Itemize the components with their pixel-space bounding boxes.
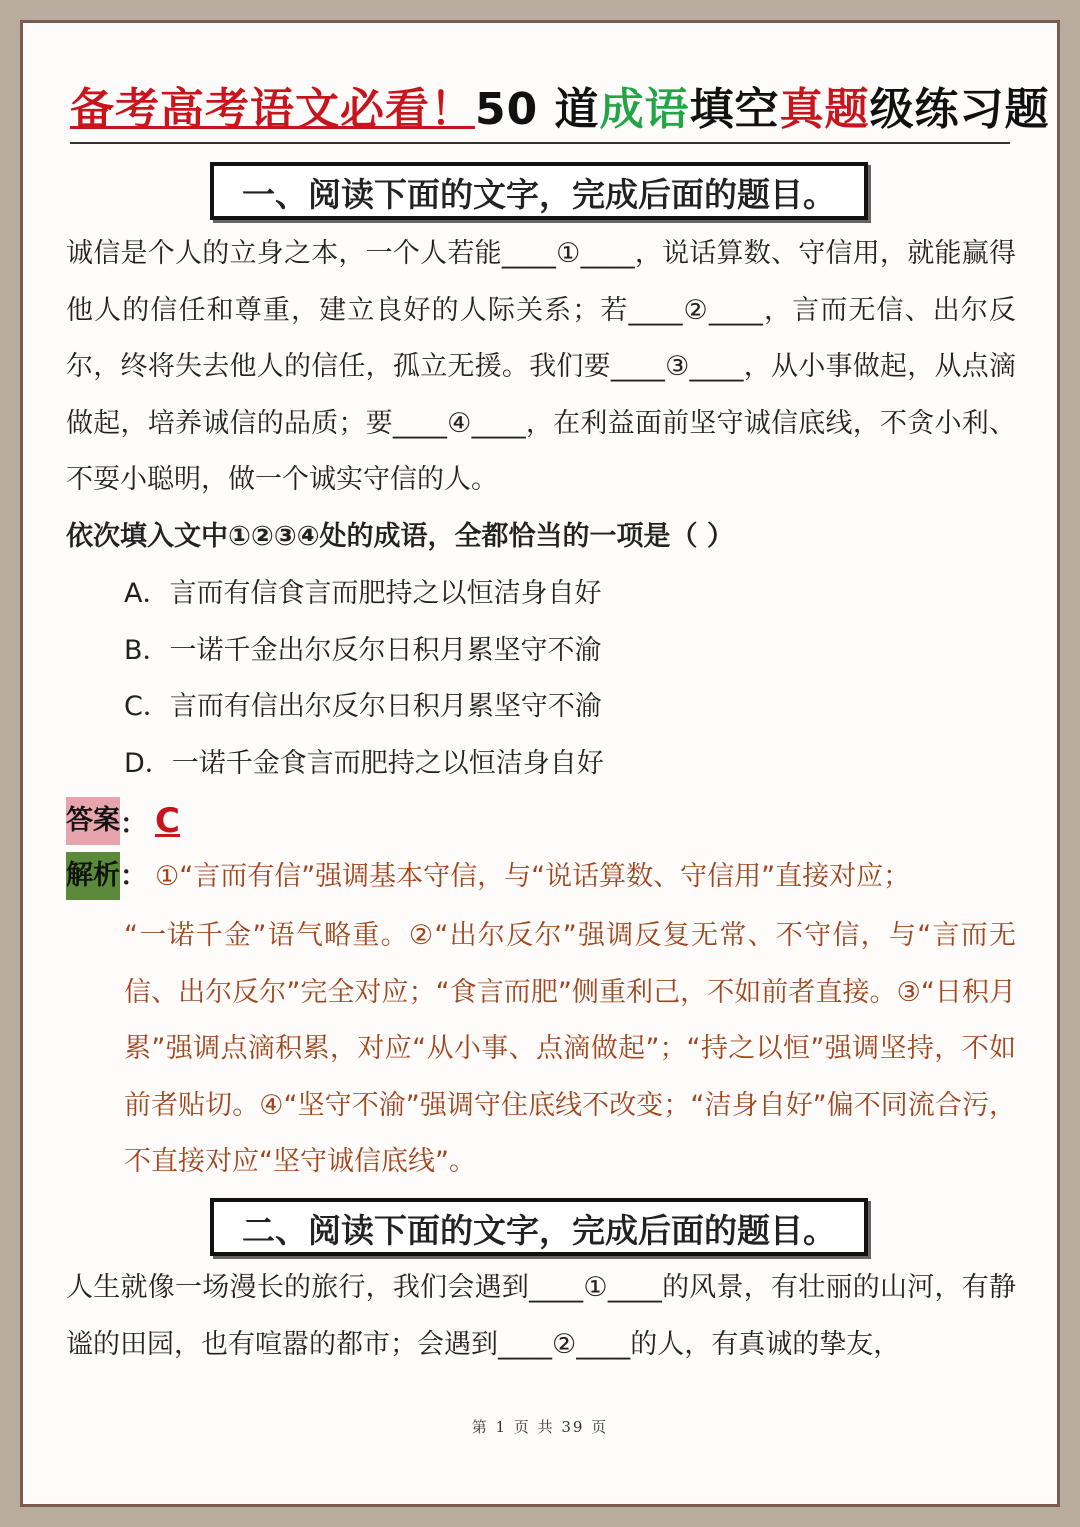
page-footer: 第 1 页 共 39 页 xyxy=(471,1418,609,1436)
analysis-label: 解析 xyxy=(66,852,120,900)
analysis-colon: ： xyxy=(120,861,147,892)
analysis-text: “一诺千金”语气略重。②“出尔反尔”强调反复无常、不守信，与“言而无信、出尔反尔”完全对应；“食言而肥”侧重利己，不如前者直接。③“日积月累”强调点滴积累，对应“从小事、点滴做起”；“持之以恒”强调坚持，不如前者贴切。④“坚守不渝”强调守住底线不改变；“洁身自好”偏不同流合污，不直接对应“坚守诚信底线”。 xyxy=(124,920,1016,1177)
answer-row xyxy=(66,796,180,846)
analysis-block xyxy=(66,852,1016,1177)
title-part-6: 级练习题 xyxy=(869,84,1050,135)
option-d: D．一诺千金食言而肥持之以恒洁身自好 xyxy=(124,747,604,779)
section-2-heading: 二、阅读下面的文字，完成后面的题目。 xyxy=(210,1198,868,1256)
answer-colon: ： xyxy=(120,808,147,840)
analysis-first-line: ①“言而有信”强调基本守信，与“说话算数、守信用”直接对应； xyxy=(155,861,911,892)
answer-value: C xyxy=(155,801,180,841)
section-1-question: 依次填入文中①②③④处的成语，全都恰当的一项是（ ） xyxy=(66,521,734,552)
option-a: A．言而有信食言而肥持之以恒洁身自好 xyxy=(124,578,602,609)
title-part-5: 真题 xyxy=(779,84,870,135)
title-part-4: 填空 xyxy=(689,84,780,135)
section-1-heading: 一、阅读下面的文字，完成后面的题目。 xyxy=(210,162,868,220)
title-part-1: 备考高考语文必看！ xyxy=(70,84,475,135)
option-c: C．言而有信出尔反尔日积月累坚守不渝 xyxy=(124,691,602,722)
title-part-3: 成语 xyxy=(599,84,690,135)
section-1-options xyxy=(124,566,604,792)
title-part-2: 50 道 xyxy=(475,84,600,135)
section-1-passage: 诚信是个人的立身之本，一个人若能____①____，说话算数、守信用，就能赢得他人的信任和尊重，建立良好的人际关系；若____②____，言而无信、出尔反尔，终将失去他人的信任，孤立无援。我们要____③____，从小事做起，从点滴做起，培养诚信的品质；要____④____，在利益面前坚守诚信底线，不贪小利、不耍小聪明，做一个诚实守信的人。 xyxy=(66,238,1016,495)
answer-label: 答案 xyxy=(66,797,120,845)
option-b: B．一诺千金出尔反尔日积月累坚守不渝 xyxy=(124,634,602,666)
section-2-passage: 人生就像一场漫长的旅行，我们会遇到____①____的风景，有壮丽的山河，有静谧的田园，也有喧嚣的都市；会遇到____②____的人，有真诚的挚友， xyxy=(66,1272,1016,1360)
page-title xyxy=(70,80,1050,144)
